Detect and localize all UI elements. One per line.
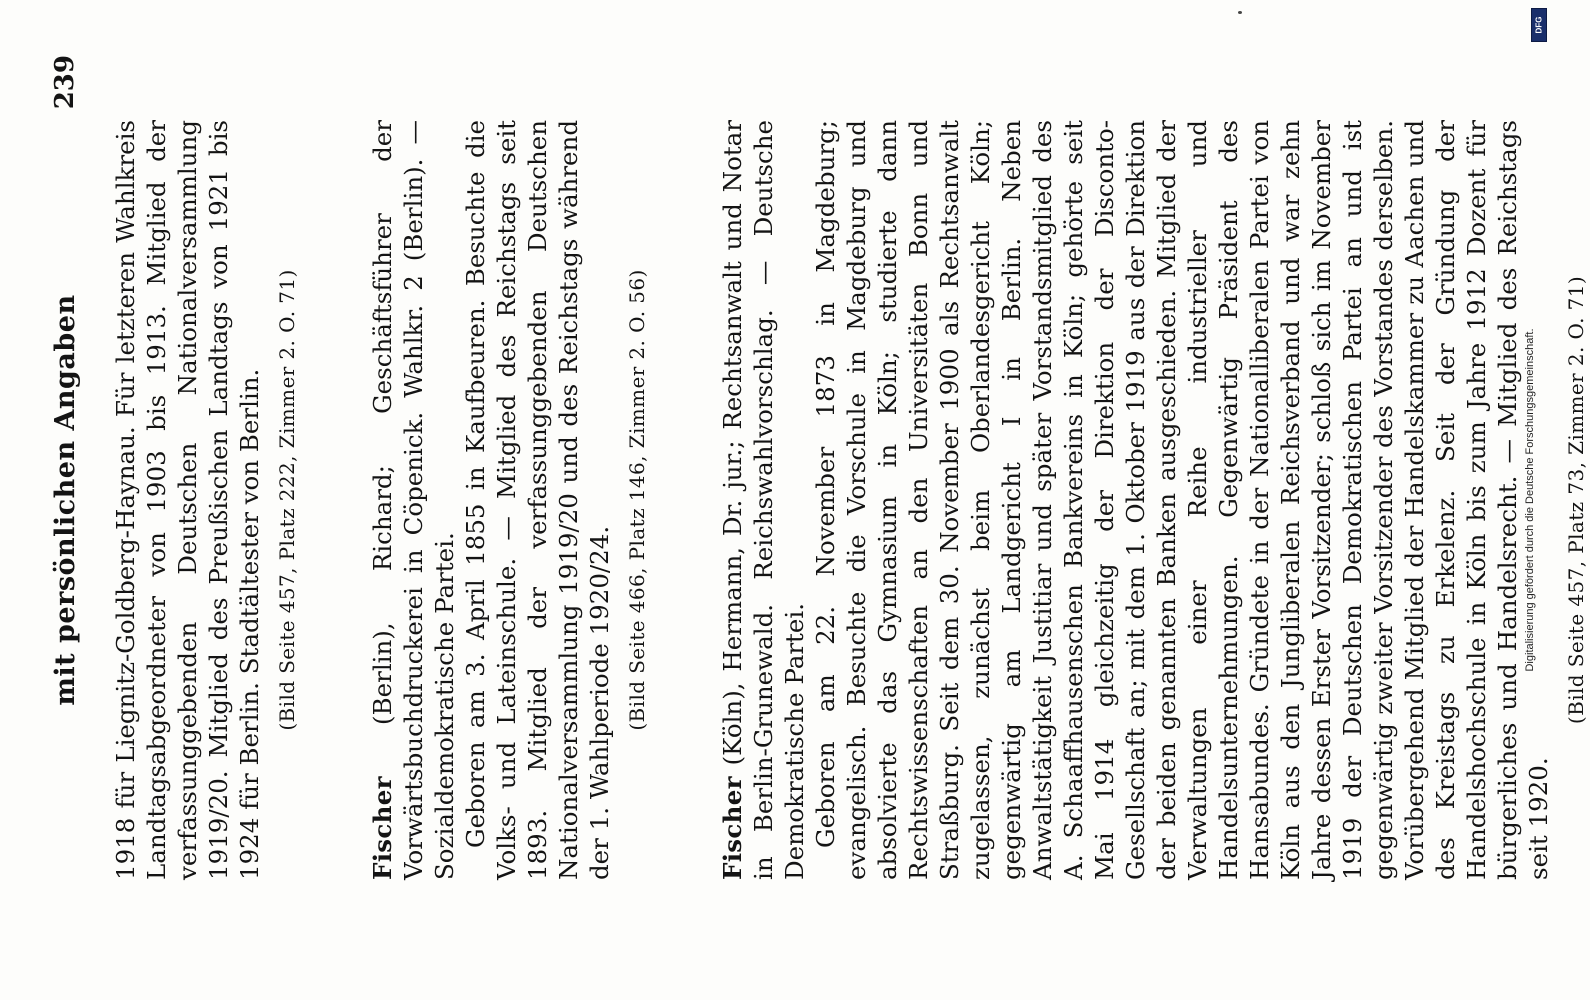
page-header [50,55,90,945]
body-text [110,120,1590,880]
running-head: mit persönlichen Angaben [50,294,81,706]
entry-heading-text: (Köln), Hermann, Dr. jur.; Rechtsanwalt und Notar in Berlin-Grunewald. Reichswahlvorschlag. — Deutsche Demokratische Partei. [718,120,809,880]
dfg-logo [1531,8,1547,42]
dfg-logo-text: DFG [1534,16,1544,34]
continuation-paragraph: 1918 für Liegnitz-Goldberg-Haynau. Für letzteren Wahlkreis Landtagsabgeordneter von 1903 bis 1913. Mitglied der verfassunggebenden Deutschen Nationalversammlung 1919/20. Mitglied des Preußischen Landtags von 1921 bis 1924 für Berlin. Stadtältester von Berlin. [111,120,264,880]
entry-fischer-koeln [717,120,1590,880]
entry-heading [717,120,810,880]
entry-name: Fischer [368,776,397,880]
entry-continuation [110,120,301,880]
entry-name: Fischer [718,776,747,880]
entry-paragraph: Geboren am 22. November 1873 in Magdeburg; evangelisch. Besuchte die Vorschule in Magdeburg und absolvierte das Gymnasium in Köln; studierte dann Rechtswissenschaften an den Universitäten Bonn und Straßburg. Seit dem 30. November 1900 als Rechtsanwalt zugelassen, zunächst beim Oberlandesgericht Köln; gegenwärtig am Landgericht I in Berlin. Neben Anwaltstätigkeit Justitiar und später Vorstandsmitglied des A. Schaaffhausenschen Bankvereins in Köln; gehörte seit Mai 1914 gleichzeitig der Direktion der Disconto-Gesellschaft an; mit dem 1. Oktober 1919 aus der Direktion der beiden genannten Banken ausgeschieden. Mitglied der Verwaltungen einer Reihe industrieller und Handelsunternehmungen. Gegenwärtig Präsident des Hansabundes. Gründete in der Nationalliberalen Partei von Köln aus den Jungliberalen Reichsverband und war zehn Jahre dessen Erster Vorsitzender; schloß sich im November 1919 der Deutschen Demokratischen Partei an und ist gegenwärtig zweiter Vorsitzender des Vorstandes derselben. Vorübergehend Mitglied der Handelskammer zu Aachen und des Kreistags zu Erkelenz. Seit der Gründung der Handelshochschule in Köln bis zum Jahre 1912 Dozent für bürgerliches und Handelsrecht. — Mitglied des Reichstags seit 1920. [811,120,1553,880]
image-reference-caption: (Bild Seite 457, Platz 222, Zimmer 2. O. 71) [275,269,299,731]
entry-heading [367,120,460,880]
image-reference-caption: (Bild Seite 457, Platz 73, Zimmer 2. O. 71) [1564,275,1588,725]
page-number: 239 [50,55,80,110]
entry-paragraph: Geboren am 3. April 1855 in Kaufbeuren. Besuchte die Volks- und Lateinschule. — Mitglied des Reichstags seit 1893. Mitglied der verfassunggebenden Deutschen Nationalversammlung 1919/20 und des Reichstags während der 1. Wahlperiode 1920/24. [461,120,614,880]
entry-fischer-berlin [367,120,651,880]
image-reference-caption: (Bild Seite 466, Platz 146, Zimmer 2. O. 56) [625,269,649,731]
entry-heading-text: (Berlin), Richard; Geschäftsführer der Vorwärtsbuchdruckerei in Cöpenick. Wahlkr. 2 (Berlin). — Sozialdemokratische Partei. [368,120,459,880]
funding-note-text: Digitalisierung gefördert durch die Deutsche Forschungsgemeinschaft. [1524,328,1536,672]
